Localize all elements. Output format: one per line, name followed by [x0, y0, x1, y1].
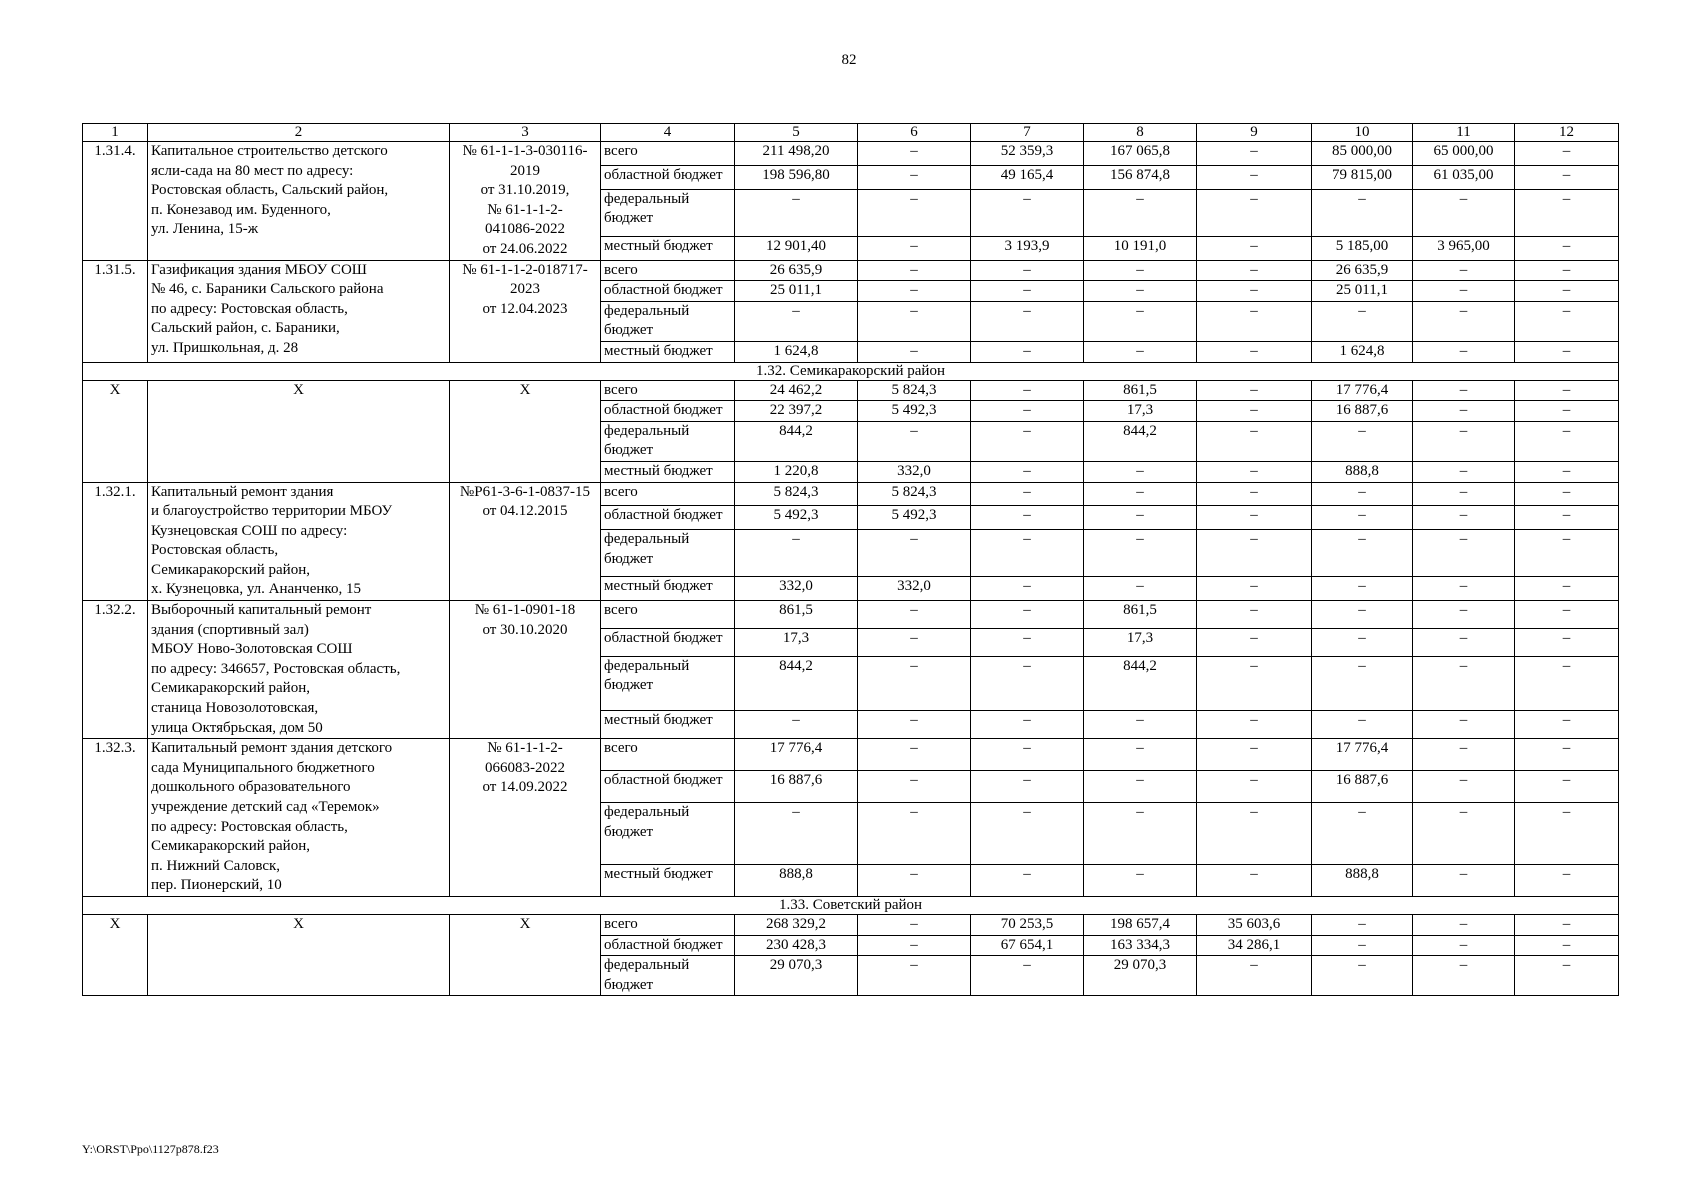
value-col-6: 5 492,3 — [858, 401, 971, 422]
value-col-8: 156 874,8 — [1084, 165, 1197, 189]
value-col-12: – — [1515, 530, 1619, 577]
value-col-11: – — [1413, 739, 1515, 771]
value-col-12: – — [1515, 421, 1619, 461]
header-col-1: 1 — [83, 124, 148, 142]
value-col-7: – — [971, 461, 1084, 482]
value-col-8: 29 070,3 — [1084, 956, 1197, 996]
value-col-10: 888,8 — [1312, 865, 1413, 897]
value-col-5: 198 596,80 — [735, 165, 858, 189]
value-col-6: – — [858, 260, 971, 281]
value-col-12: – — [1515, 142, 1619, 166]
value-col-11: – — [1413, 914, 1515, 935]
value-col-9: – — [1197, 530, 1312, 577]
value-col-10: – — [1312, 189, 1413, 236]
item-document: № 61-1-1-3-030116- 2019 от 31.10.2019, № 61-1-1-2- 041086-2022 от 24.06.2022 — [450, 142, 601, 261]
header-col-3: 3 — [450, 124, 601, 142]
funding-source: областной бюджет — [601, 935, 735, 956]
value-col-8: – — [1084, 739, 1197, 771]
value-col-6: – — [858, 656, 971, 710]
value-col-12: – — [1515, 401, 1619, 422]
value-col-8: – — [1084, 771, 1197, 803]
item-number: 1.32.1. — [83, 482, 148, 601]
funding-source: местный бюджет — [601, 461, 735, 482]
funding-source: федеральный бюджет — [601, 189, 735, 236]
value-col-12: – — [1515, 165, 1619, 189]
value-col-5: 844,2 — [735, 421, 858, 461]
value-col-8: – — [1084, 281, 1197, 302]
value-col-10: – — [1312, 802, 1413, 864]
funding-source: местный бюджет — [601, 236, 735, 260]
value-col-8: – — [1084, 461, 1197, 482]
value-col-8: – — [1084, 506, 1197, 530]
value-col-6: – — [858, 711, 971, 739]
value-col-11: – — [1413, 935, 1515, 956]
value-col-11: 3 965,00 — [1413, 236, 1515, 260]
value-col-7: 52 359,3 — [971, 142, 1084, 166]
table-row — [83, 260, 1619, 281]
value-col-9: – — [1197, 771, 1312, 803]
value-col-12: – — [1515, 482, 1619, 506]
value-col-8: 198 657,4 — [1084, 914, 1197, 935]
value-col-9: – — [1197, 341, 1312, 362]
value-col-12: – — [1515, 739, 1619, 771]
funding-source: местный бюджет — [601, 341, 735, 362]
value-col-7: 67 654,1 — [971, 935, 1084, 956]
value-col-6: – — [858, 914, 971, 935]
value-col-6: – — [858, 281, 971, 302]
value-col-8: – — [1084, 341, 1197, 362]
header-col-7: 7 — [971, 124, 1084, 142]
header-col-4: 4 — [601, 124, 735, 142]
value-col-12: – — [1515, 865, 1619, 897]
value-col-9: – — [1197, 739, 1312, 771]
value-col-12: – — [1515, 601, 1619, 629]
value-col-10: 5 185,00 — [1312, 236, 1413, 260]
value-col-5: – — [735, 189, 858, 236]
value-col-9: – — [1197, 956, 1312, 996]
value-col-11: – — [1413, 281, 1515, 302]
header-row — [83, 124, 1619, 142]
value-col-7: 70 253,5 — [971, 914, 1084, 935]
value-col-9: – — [1197, 506, 1312, 530]
item-number: 1.32.3. — [83, 739, 148, 897]
value-col-10: – — [1312, 935, 1413, 956]
item-name: Капитальное строительство детского ясли-сада на 80 мест по адресу: Ростовская область, Сальский район, п. Конезавод им. Буденного, ул. Ленина, 15-ж — [148, 142, 450, 261]
value-col-11: – — [1413, 482, 1515, 506]
value-col-11: – — [1413, 421, 1515, 461]
item-name: Газификация здания МБОУ СОШ № 46, с. Бараники Сальского района по адресу: Ростовская область, Сальский район, с. Бараники, ул. Пришкольная, д. 28 — [148, 260, 450, 362]
value-col-12: – — [1515, 656, 1619, 710]
value-col-10: 1 624,8 — [1312, 341, 1413, 362]
section-title: 1.32. Семикаракорский район — [83, 362, 1619, 380]
item-number: 1.31.4. — [83, 142, 148, 261]
value-col-9: – — [1197, 482, 1312, 506]
value-col-10: 85 000,00 — [1312, 142, 1413, 166]
value-col-12: – — [1515, 577, 1619, 601]
item-number: Х — [83, 380, 148, 482]
value-col-8: 10 191,0 — [1084, 236, 1197, 260]
value-col-11: – — [1413, 341, 1515, 362]
value-col-6: 332,0 — [858, 577, 971, 601]
budget-table — [82, 123, 1619, 996]
value-col-7: 49 165,4 — [971, 165, 1084, 189]
item-document: Х — [450, 380, 601, 482]
value-col-10: 16 887,6 — [1312, 771, 1413, 803]
value-col-12: – — [1515, 461, 1619, 482]
value-col-6: – — [858, 956, 971, 996]
value-col-5: 861,5 — [735, 601, 858, 629]
value-col-6: 5 824,3 — [858, 482, 971, 506]
value-col-12: – — [1515, 281, 1619, 302]
value-col-7: – — [971, 260, 1084, 281]
value-col-5: 24 462,2 — [735, 380, 858, 401]
value-col-10: 16 887,6 — [1312, 401, 1413, 422]
value-col-11: – — [1413, 711, 1515, 739]
value-col-7: – — [971, 577, 1084, 601]
value-col-8: – — [1084, 301, 1197, 341]
value-col-9: – — [1197, 865, 1312, 897]
value-col-9: – — [1197, 461, 1312, 482]
value-col-5: 268 329,2 — [735, 914, 858, 935]
value-col-6: – — [858, 165, 971, 189]
value-col-11: – — [1413, 380, 1515, 401]
value-col-10: – — [1312, 506, 1413, 530]
funding-source: местный бюджет — [601, 711, 735, 739]
value-col-7: – — [971, 956, 1084, 996]
value-col-10: – — [1312, 601, 1413, 629]
value-col-5: 17,3 — [735, 628, 858, 656]
value-col-10: – — [1312, 914, 1413, 935]
value-col-12: – — [1515, 956, 1619, 996]
value-col-12: – — [1515, 380, 1619, 401]
item-name: Капитальный ремонт здания и благоустройство территории МБОУ Кузнецовская СОШ по адресу: Ростовская область, Семикаракорский район, х. Кузнецовка, ул. Ананченко, 15 — [148, 482, 450, 601]
value-col-9: – — [1197, 401, 1312, 422]
funding-source: областной бюджет — [601, 401, 735, 422]
value-col-10: – — [1312, 482, 1413, 506]
value-col-10: 17 776,4 — [1312, 380, 1413, 401]
value-col-6: – — [858, 530, 971, 577]
item-name: Х — [148, 914, 450, 995]
value-col-10: – — [1312, 956, 1413, 996]
value-col-6: – — [858, 421, 971, 461]
value-col-6: – — [858, 341, 971, 362]
funding-source: областной бюджет — [601, 281, 735, 302]
value-col-10: – — [1312, 577, 1413, 601]
footer-file-path: Y:\ORST\Ppo\1127p878.f23 — [82, 1142, 219, 1156]
value-col-11: 61 035,00 — [1413, 165, 1515, 189]
value-col-5: 25 011,1 — [735, 281, 858, 302]
value-col-5: 888,8 — [735, 865, 858, 897]
value-col-10: 17 776,4 — [1312, 739, 1413, 771]
value-col-7: – — [971, 401, 1084, 422]
value-col-10: 26 635,9 — [1312, 260, 1413, 281]
funding-source: всего — [601, 142, 735, 166]
funding-source: всего — [601, 380, 735, 401]
value-col-12: – — [1515, 935, 1619, 956]
value-col-9: – — [1197, 142, 1312, 166]
value-col-7: – — [971, 802, 1084, 864]
funding-source: всего — [601, 914, 735, 935]
value-col-6: – — [858, 142, 971, 166]
value-col-7: – — [971, 601, 1084, 629]
funding-source: всего — [601, 260, 735, 281]
value-col-10: 888,8 — [1312, 461, 1413, 482]
item-number: Х — [83, 914, 148, 995]
value-col-9: – — [1197, 656, 1312, 710]
value-col-11: – — [1413, 802, 1515, 864]
value-col-11: – — [1413, 506, 1515, 530]
value-col-5: 332,0 — [735, 577, 858, 601]
funding-source: местный бюджет — [601, 865, 735, 897]
table-row — [83, 380, 1619, 401]
value-col-12: – — [1515, 260, 1619, 281]
item-document: № 61-1-0901-18 от 30.10.2020 — [450, 601, 601, 739]
value-col-9: – — [1197, 260, 1312, 281]
value-col-11: – — [1413, 865, 1515, 897]
value-col-12: – — [1515, 914, 1619, 935]
item-name: Выборочный капитальный ремонт здания (спортивный зал) МБОУ Ново-Золотовская СОШ по адресу: 346657, Ростовская область, Семикаракорский район, станица Новозолотовская, улица Октябрьская, дом 50 — [148, 601, 450, 739]
value-col-8: 844,2 — [1084, 656, 1197, 710]
value-col-7: – — [971, 865, 1084, 897]
value-col-9: – — [1197, 601, 1312, 629]
value-col-5: – — [735, 530, 858, 577]
value-col-11: 65 000,00 — [1413, 142, 1515, 166]
funding-source: областной бюджет — [601, 165, 735, 189]
value-col-11: – — [1413, 577, 1515, 601]
value-col-8: 17,3 — [1084, 628, 1197, 656]
value-col-9: 34 286,1 — [1197, 935, 1312, 956]
value-col-5: 5 824,3 — [735, 482, 858, 506]
value-col-10: – — [1312, 656, 1413, 710]
funding-source: федеральный бюджет — [601, 656, 735, 710]
section-row — [83, 896, 1619, 914]
item-document: № 61-1-1-2-018717- 2023 от 12.04.2023 — [450, 260, 601, 362]
value-col-6: – — [858, 771, 971, 803]
value-col-7: 3 193,9 — [971, 236, 1084, 260]
value-col-11: – — [1413, 601, 1515, 629]
value-col-6: – — [858, 739, 971, 771]
value-col-7: – — [971, 506, 1084, 530]
value-col-6: – — [858, 189, 971, 236]
value-col-7: – — [971, 281, 1084, 302]
value-col-7: – — [971, 482, 1084, 506]
value-col-7: – — [971, 739, 1084, 771]
table-row — [83, 142, 1619, 166]
value-col-12: – — [1515, 341, 1619, 362]
funding-source: всего — [601, 601, 735, 629]
value-col-9: – — [1197, 301, 1312, 341]
funding-source: федеральный бюджет — [601, 421, 735, 461]
value-col-5: – — [735, 301, 858, 341]
value-col-11: – — [1413, 530, 1515, 577]
table-row — [83, 601, 1619, 629]
value-col-12: – — [1515, 189, 1619, 236]
value-col-9: – — [1197, 281, 1312, 302]
item-number: 1.31.5. — [83, 260, 148, 362]
funding-source: областной бюджет — [601, 771, 735, 803]
item-document: №Р61-3-6-1-0837-15 от 04.12.2015 — [450, 482, 601, 601]
value-col-11: – — [1413, 461, 1515, 482]
value-col-6: – — [858, 236, 971, 260]
header-col-6: 6 — [858, 124, 971, 142]
value-col-8: – — [1084, 577, 1197, 601]
value-col-8: – — [1084, 260, 1197, 281]
value-col-5: 17 776,4 — [735, 739, 858, 771]
item-number: 1.32.2. — [83, 601, 148, 739]
funding-source: областной бюджет — [601, 506, 735, 530]
item-name: Х — [148, 380, 450, 482]
header-col-9: 9 — [1197, 124, 1312, 142]
value-col-12: – — [1515, 301, 1619, 341]
funding-source: всего — [601, 739, 735, 771]
table-row — [83, 914, 1619, 935]
value-col-5: 211 498,20 — [735, 142, 858, 166]
value-col-12: – — [1515, 711, 1619, 739]
value-col-8: – — [1084, 482, 1197, 506]
value-col-10: – — [1312, 711, 1413, 739]
value-col-7: – — [971, 421, 1084, 461]
value-col-8: 861,5 — [1084, 380, 1197, 401]
header-col-12: 12 — [1515, 124, 1619, 142]
funding-source: федеральный бюджет — [601, 956, 735, 996]
value-col-5: 29 070,3 — [735, 956, 858, 996]
funding-source: всего — [601, 482, 735, 506]
value-col-7: – — [971, 380, 1084, 401]
page-number: 82 — [841, 52, 857, 68]
value-col-8: 167 065,8 — [1084, 142, 1197, 166]
value-col-7: – — [971, 771, 1084, 803]
funding-source: местный бюджет — [601, 577, 735, 601]
value-col-8: – — [1084, 189, 1197, 236]
item-document: Х — [450, 914, 601, 995]
funding-source: федеральный бюджет — [601, 802, 735, 864]
value-col-9: – — [1197, 380, 1312, 401]
value-col-5: 5 492,3 — [735, 506, 858, 530]
value-col-12: – — [1515, 506, 1619, 530]
value-col-11: – — [1413, 771, 1515, 803]
section-title: 1.33. Советский район — [83, 896, 1619, 914]
value-col-7: – — [971, 301, 1084, 341]
header-col-2: 2 — [148, 124, 450, 142]
value-col-8: – — [1084, 865, 1197, 897]
value-col-10: 79 815,00 — [1312, 165, 1413, 189]
value-col-5: 230 428,3 — [735, 935, 858, 956]
value-col-6: – — [858, 865, 971, 897]
value-col-9: – — [1197, 711, 1312, 739]
value-col-11: – — [1413, 628, 1515, 656]
value-col-11: – — [1413, 189, 1515, 236]
table-row — [83, 739, 1619, 771]
value-col-9: – — [1197, 577, 1312, 601]
value-col-11: – — [1413, 401, 1515, 422]
header-col-11: 11 — [1413, 124, 1515, 142]
funding-source: федеральный бюджет — [601, 530, 735, 577]
value-col-8: 17,3 — [1084, 401, 1197, 422]
value-col-6: – — [858, 802, 971, 864]
value-col-10: – — [1312, 628, 1413, 656]
value-col-9: – — [1197, 165, 1312, 189]
value-col-8: – — [1084, 802, 1197, 864]
value-col-6: 332,0 — [858, 461, 971, 482]
value-col-7: – — [971, 530, 1084, 577]
value-col-9: – — [1197, 802, 1312, 864]
value-col-9: 35 603,6 — [1197, 914, 1312, 935]
value-col-5: 26 635,9 — [735, 260, 858, 281]
header-col-10: 10 — [1312, 124, 1413, 142]
value-col-6: – — [858, 628, 971, 656]
value-col-9: – — [1197, 236, 1312, 260]
value-col-7: – — [971, 656, 1084, 710]
value-col-6: – — [858, 935, 971, 956]
value-col-5: – — [735, 802, 858, 864]
value-col-11: – — [1413, 956, 1515, 996]
value-col-5: – — [735, 711, 858, 739]
value-col-10: 25 011,1 — [1312, 281, 1413, 302]
item-document: № 61-1-1-2- 066083-2022 от 14.09.2022 — [450, 739, 601, 897]
value-col-6: – — [858, 301, 971, 341]
value-col-5: 12 901,40 — [735, 236, 858, 260]
header-col-5: 5 — [735, 124, 858, 142]
value-col-7: – — [971, 341, 1084, 362]
value-col-6: 5 824,3 — [858, 380, 971, 401]
header-col-8: 8 — [1084, 124, 1197, 142]
value-col-11: – — [1413, 656, 1515, 710]
table-row — [83, 482, 1619, 506]
funding-source: федеральный бюджет — [601, 301, 735, 341]
value-col-8: 844,2 — [1084, 421, 1197, 461]
value-col-9: – — [1197, 628, 1312, 656]
value-col-11: – — [1413, 260, 1515, 281]
value-col-7: – — [971, 628, 1084, 656]
value-col-10: – — [1312, 530, 1413, 577]
value-col-10: – — [1312, 421, 1413, 461]
value-col-6: – — [858, 601, 971, 629]
value-col-12: – — [1515, 771, 1619, 803]
value-col-9: – — [1197, 421, 1312, 461]
value-col-5: 1 624,8 — [735, 341, 858, 362]
value-col-11: – — [1413, 301, 1515, 341]
value-col-8: – — [1084, 530, 1197, 577]
funding-source: областной бюджет — [601, 628, 735, 656]
value-col-7: – — [971, 189, 1084, 236]
value-col-8: 163 334,3 — [1084, 935, 1197, 956]
value-col-6: 5 492,3 — [858, 506, 971, 530]
value-col-5: 844,2 — [735, 656, 858, 710]
value-col-5: 22 397,2 — [735, 401, 858, 422]
item-name: Капитальный ремонт здания детского сада Муниципального бюджетного дошкольного образовательного учреждение детский сад «Теремок» по адресу: Ростовская область, Семикаракорский район, п. Нижний Саловск, пер. Пионерский, 10 — [148, 739, 450, 897]
value-col-9: – — [1197, 189, 1312, 236]
table-body — [83, 124, 1619, 996]
value-col-10: – — [1312, 301, 1413, 341]
section-row — [83, 362, 1619, 380]
value-col-12: – — [1515, 628, 1619, 656]
value-col-8: 861,5 — [1084, 601, 1197, 629]
value-col-5: 16 887,6 — [735, 771, 858, 803]
value-col-8: – — [1084, 711, 1197, 739]
value-col-12: – — [1515, 802, 1619, 864]
value-col-12: – — [1515, 236, 1619, 260]
value-col-5: 1 220,8 — [735, 461, 858, 482]
value-col-7: – — [971, 711, 1084, 739]
